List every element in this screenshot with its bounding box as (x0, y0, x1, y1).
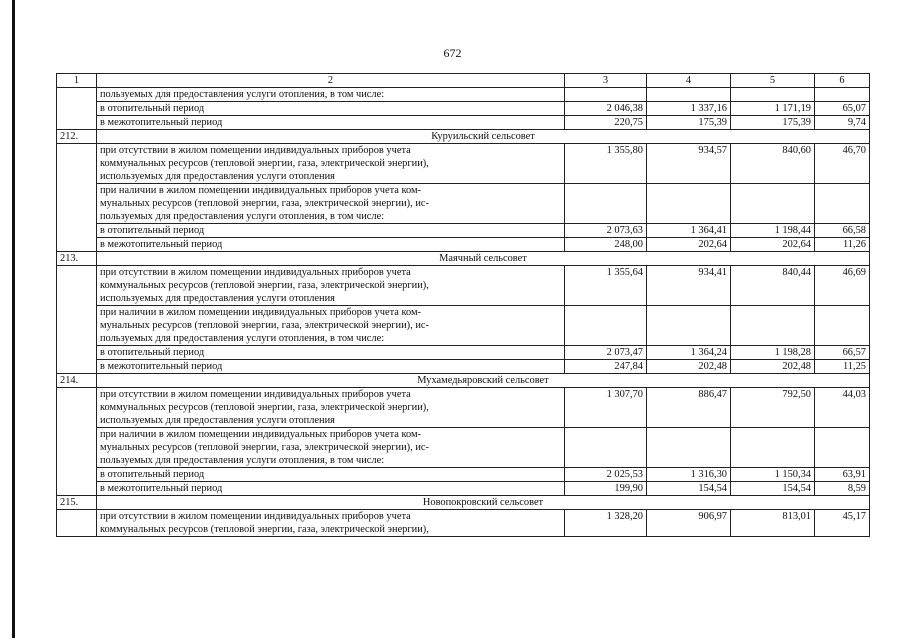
value-cell (815, 184, 870, 224)
table-row (57, 116, 870, 130)
value-cell: 2 073,47 (565, 346, 647, 360)
desc-cell (97, 306, 565, 346)
desc-line: коммунальных ресурсов (тепловой энергии, газа, электрической энергии), (100, 524, 429, 535)
desc-line: коммунальных ресурсов (тепловой энергии, газа, электрической энергии), (100, 402, 429, 413)
value-cell: 1 198,28 (731, 346, 815, 360)
value-cell (731, 184, 815, 224)
value-cell: 934,41 (647, 266, 731, 306)
desc-line: при отсутствии в жилом помещении индивидуальных приборов учета (100, 389, 411, 400)
desc-line: пользуемых для предоставления услуги отопления, в том числе: (100, 455, 385, 466)
table-row (57, 102, 870, 116)
header-cell: 2 (97, 74, 565, 88)
desc-cell: в межотопительный период (97, 482, 565, 496)
region-number: 215. (57, 496, 97, 510)
value-cell: 44,03 (815, 388, 870, 428)
value-cell: 247,84 (565, 360, 647, 374)
region-row (57, 252, 870, 266)
table-row (57, 510, 870, 537)
table-row (57, 144, 870, 184)
desc-cell: в межотопительный период (97, 238, 565, 252)
value-cell (731, 428, 815, 468)
desc-cell: в отопительный период (97, 346, 565, 360)
value-cell: 1 171,19 (731, 102, 815, 116)
desc-line: пользуемых для предоставления услуги отопления, в том числе: (100, 333, 385, 344)
value-cell: 202,48 (647, 360, 731, 374)
value-cell: 199,90 (565, 482, 647, 496)
table-body (57, 74, 870, 537)
value-cell (565, 306, 647, 346)
table-row (57, 428, 870, 468)
value-cell: 66,57 (815, 346, 870, 360)
value-cell: 63,91 (815, 468, 870, 482)
value-cell: 792,50 (731, 388, 815, 428)
value-cell: 1 328,20 (565, 510, 647, 537)
value-cell (647, 88, 731, 102)
desc-line: используемых для предоставления услуги отопления (100, 171, 335, 182)
value-cell: 840,44 (731, 266, 815, 306)
desc-line: при отсутствии в жилом помещении индивидуальных приборов учета (100, 145, 411, 156)
region-name: Куруильский сельсовет (97, 130, 870, 144)
value-cell: 1 355,64 (565, 266, 647, 306)
value-cell: 11,26 (815, 238, 870, 252)
region-number: 214. (57, 374, 97, 388)
desc-cell (97, 428, 565, 468)
header-cell: 6 (815, 74, 870, 88)
desc-line: коммунальных ресурсов (тепловой энергии, газа, электрической энергии), (100, 158, 429, 169)
value-cell: 1 316,30 (647, 468, 731, 482)
value-cell: 202,64 (731, 238, 815, 252)
value-cell (565, 88, 647, 102)
region-number: 212. (57, 130, 97, 144)
value-cell (731, 306, 815, 346)
value-cell (565, 184, 647, 224)
table-row (57, 266, 870, 306)
value-cell: 2 073,63 (565, 224, 647, 238)
region-row (57, 374, 870, 388)
page-number: 672 (443, 46, 462, 60)
desc-cell (97, 388, 565, 428)
table-row (57, 306, 870, 346)
table-row (57, 88, 870, 102)
desc-line: при отсутствии в жилом помещении индивидуальных приборов учета (100, 267, 411, 278)
value-cell: 65,07 (815, 102, 870, 116)
tariff-table (56, 73, 870, 537)
desc-line: при наличии в жилом помещении индивидуальных приборов учета ком- (100, 429, 422, 440)
table-row (57, 482, 870, 496)
desc-line: используемых для предоставления услуги отопления (100, 293, 335, 304)
desc-line: используемых для предоставления услуги отопления (100, 415, 335, 426)
header-cell: 1 (57, 74, 97, 88)
desc-cell: в отопительный период (97, 102, 565, 116)
value-cell: 66,58 (815, 224, 870, 238)
header-cell: 5 (731, 74, 815, 88)
value-cell: 1 307,70 (565, 388, 647, 428)
desc-line: мунальных ресурсов (тепловой энергии, газа, электрической энергии), ис- (100, 320, 429, 331)
value-cell: 813,01 (731, 510, 815, 537)
desc-cell: в отопительный период (97, 224, 565, 238)
value-cell: 175,39 (647, 116, 731, 130)
value-cell (731, 88, 815, 102)
header-cell: 4 (647, 74, 731, 88)
value-cell: 1 150,34 (731, 468, 815, 482)
value-cell: 9,74 (815, 116, 870, 130)
desc-line: пользуемых для предоставления услуги отопления, в том числе: (100, 211, 385, 222)
value-cell (647, 428, 731, 468)
desc-line: при отсутствии в жилом помещении индивидуальных приборов учета (100, 511, 411, 522)
value-cell: 934,57 (647, 144, 731, 184)
desc-cell: в межотопительный период (97, 116, 565, 130)
number-cell (57, 144, 97, 252)
value-cell: 11,25 (815, 360, 870, 374)
value-cell: 840,60 (731, 144, 815, 184)
desc-cell: пользуемых для предоставления услуги отопления, в том числе: (97, 88, 565, 102)
value-cell: 1 364,41 (647, 224, 731, 238)
desc-line: при наличии в жилом помещении индивидуальных приборов учета ком- (100, 307, 422, 318)
desc-line: при наличии в жилом помещении индивидуальных приборов учета ком- (100, 185, 422, 196)
value-cell: 220,75 (565, 116, 647, 130)
value-cell: 1 355,80 (565, 144, 647, 184)
region-name: Новопокровский сельсовет (97, 496, 870, 510)
table-row (57, 238, 870, 252)
value-cell: 2 025,53 (565, 468, 647, 482)
number-cell (57, 388, 97, 496)
scan-edge-bar (12, 0, 15, 638)
desc-cell: в отопительный период (97, 468, 565, 482)
number-cell (57, 266, 97, 374)
value-cell: 175,39 (731, 116, 815, 130)
value-cell: 2 046,38 (565, 102, 647, 116)
value-cell (815, 428, 870, 468)
header-row (57, 74, 870, 88)
desc-cell (97, 184, 565, 224)
header-cell: 3 (565, 74, 647, 88)
region-row (57, 496, 870, 510)
table-row (57, 184, 870, 224)
value-cell (647, 184, 731, 224)
value-cell: 1 337,16 (647, 102, 731, 116)
desc-cell (97, 510, 565, 537)
value-cell: 154,54 (647, 482, 731, 496)
value-cell (647, 306, 731, 346)
value-cell: 46,70 (815, 144, 870, 184)
table-row (57, 468, 870, 482)
number-cell (57, 88, 97, 130)
table-row (57, 224, 870, 238)
value-cell: 154,54 (731, 482, 815, 496)
value-cell: 45,17 (815, 510, 870, 537)
table-row (57, 346, 870, 360)
value-cell (815, 88, 870, 102)
value-cell: 906,97 (647, 510, 731, 537)
desc-line: коммунальных ресурсов (тепловой энергии, газа, электрической энергии), (100, 280, 429, 291)
desc-cell (97, 144, 565, 184)
value-cell: 248,00 (565, 238, 647, 252)
value-cell: 886,47 (647, 388, 731, 428)
table-row (57, 388, 870, 428)
region-number: 213. (57, 252, 97, 266)
region-name: Маячный сельсовет (97, 252, 870, 266)
region-row (57, 130, 870, 144)
value-cell: 1 198,44 (731, 224, 815, 238)
value-cell: 46,69 (815, 266, 870, 306)
desc-line: мунальных ресурсов (тепловой энергии, газа, электрической энергии), ис- (100, 198, 429, 209)
value-cell: 8,59 (815, 482, 870, 496)
region-name: Мухамедьяровский сельсовет (97, 374, 870, 388)
value-cell: 1 364,24 (647, 346, 731, 360)
value-cell (815, 306, 870, 346)
value-cell (565, 428, 647, 468)
number-cell (57, 510, 97, 537)
desc-line: мунальных ресурсов (тепловой энергии, газа, электрической энергии), ис- (100, 442, 429, 453)
table-row (57, 360, 870, 374)
desc-cell: в межотопительный период (97, 360, 565, 374)
desc-cell (97, 266, 565, 306)
value-cell: 202,48 (731, 360, 815, 374)
value-cell: 202,64 (647, 238, 731, 252)
